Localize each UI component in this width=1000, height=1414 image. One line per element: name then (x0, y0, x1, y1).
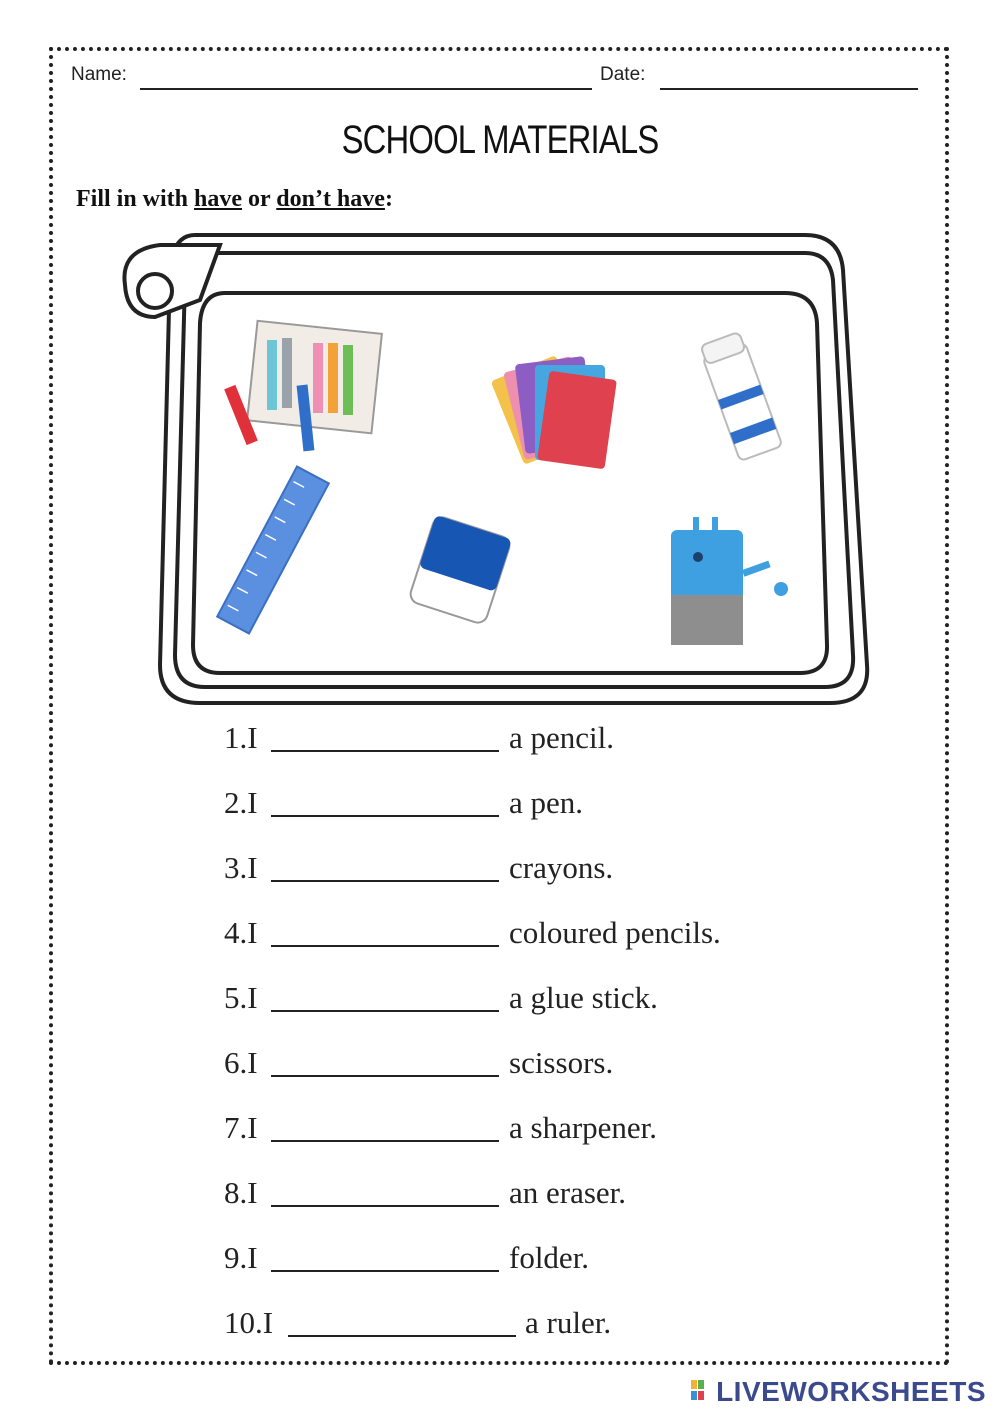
exercise-text: an eraser. (509, 1175, 627, 1210)
date-field[interactable] (660, 88, 918, 90)
exercise-text: folder. (509, 1240, 590, 1275)
brand-name: LIVEWORKSHEETS (716, 1376, 986, 1407)
exercise-text: a pencil. (509, 720, 615, 755)
pencil-case-illustration (115, 225, 885, 710)
name-field[interactable] (140, 88, 592, 90)
exercise-number: 8.I (224, 1175, 258, 1210)
exercise-row (0, 848, 1000, 888)
answer-blank[interactable] (271, 984, 499, 1012)
exercise-number: 9.I (224, 1240, 258, 1275)
exercise-number: 3.I (224, 850, 258, 885)
exercise-row (0, 783, 1000, 823)
option-have: have (194, 186, 243, 212)
exercise-text: scissors. (509, 1045, 614, 1080)
answer-blank[interactable] (271, 1114, 499, 1142)
date-label: Date: (600, 64, 646, 85)
liveworksheets-logo-icon (690, 1378, 712, 1402)
exercise-row (0, 1108, 1000, 1148)
exercise-text: coloured pencils. (509, 915, 721, 950)
answer-blank[interactable] (271, 919, 499, 947)
exercise-number: 2.I (224, 785, 258, 820)
exercise-row (0, 1238, 1000, 1278)
exercise-number: 7.I (224, 1110, 258, 1145)
exercise-text: a ruler. (525, 1305, 612, 1340)
exercise-number: 5.I (224, 980, 258, 1015)
exercise-text: crayons. (509, 850, 614, 885)
instruction-prefix: Fill in with (76, 186, 195, 212)
answer-blank[interactable] (271, 1049, 499, 1077)
exercise-row (0, 1173, 1000, 1213)
exercise-number: 6.I (224, 1045, 258, 1080)
answer-blank[interactable] (271, 724, 499, 752)
exercise-row (0, 978, 1000, 1018)
exercise-text: a sharpener. (509, 1110, 658, 1145)
exercise-text: a glue stick. (509, 980, 658, 1015)
worksheet-title: SCHOOL MATERIALS (341, 118, 659, 162)
exercise-number: 10.I (224, 1305, 274, 1340)
answer-blank[interactable] (271, 854, 499, 882)
exercise-number: 4.I (224, 915, 258, 950)
instruction-suffix: : (384, 186, 393, 212)
exercise-row (0, 1303, 1000, 1343)
answer-blank[interactable] (271, 789, 499, 817)
exercise-number: 1.I (224, 720, 258, 755)
instruction-middle: or (242, 186, 277, 212)
answer-blank[interactable] (288, 1309, 516, 1337)
exercise-text: a pen. (509, 785, 584, 820)
name-label: Name: (71, 64, 127, 85)
exercise-row (0, 718, 1000, 758)
exercise-row (0, 913, 1000, 953)
answer-blank[interactable] (271, 1244, 499, 1272)
exercise-row (0, 1043, 1000, 1083)
answer-blank[interactable] (271, 1179, 499, 1207)
option-dont-have: don’t have (276, 186, 385, 212)
instruction (76, 186, 393, 213)
